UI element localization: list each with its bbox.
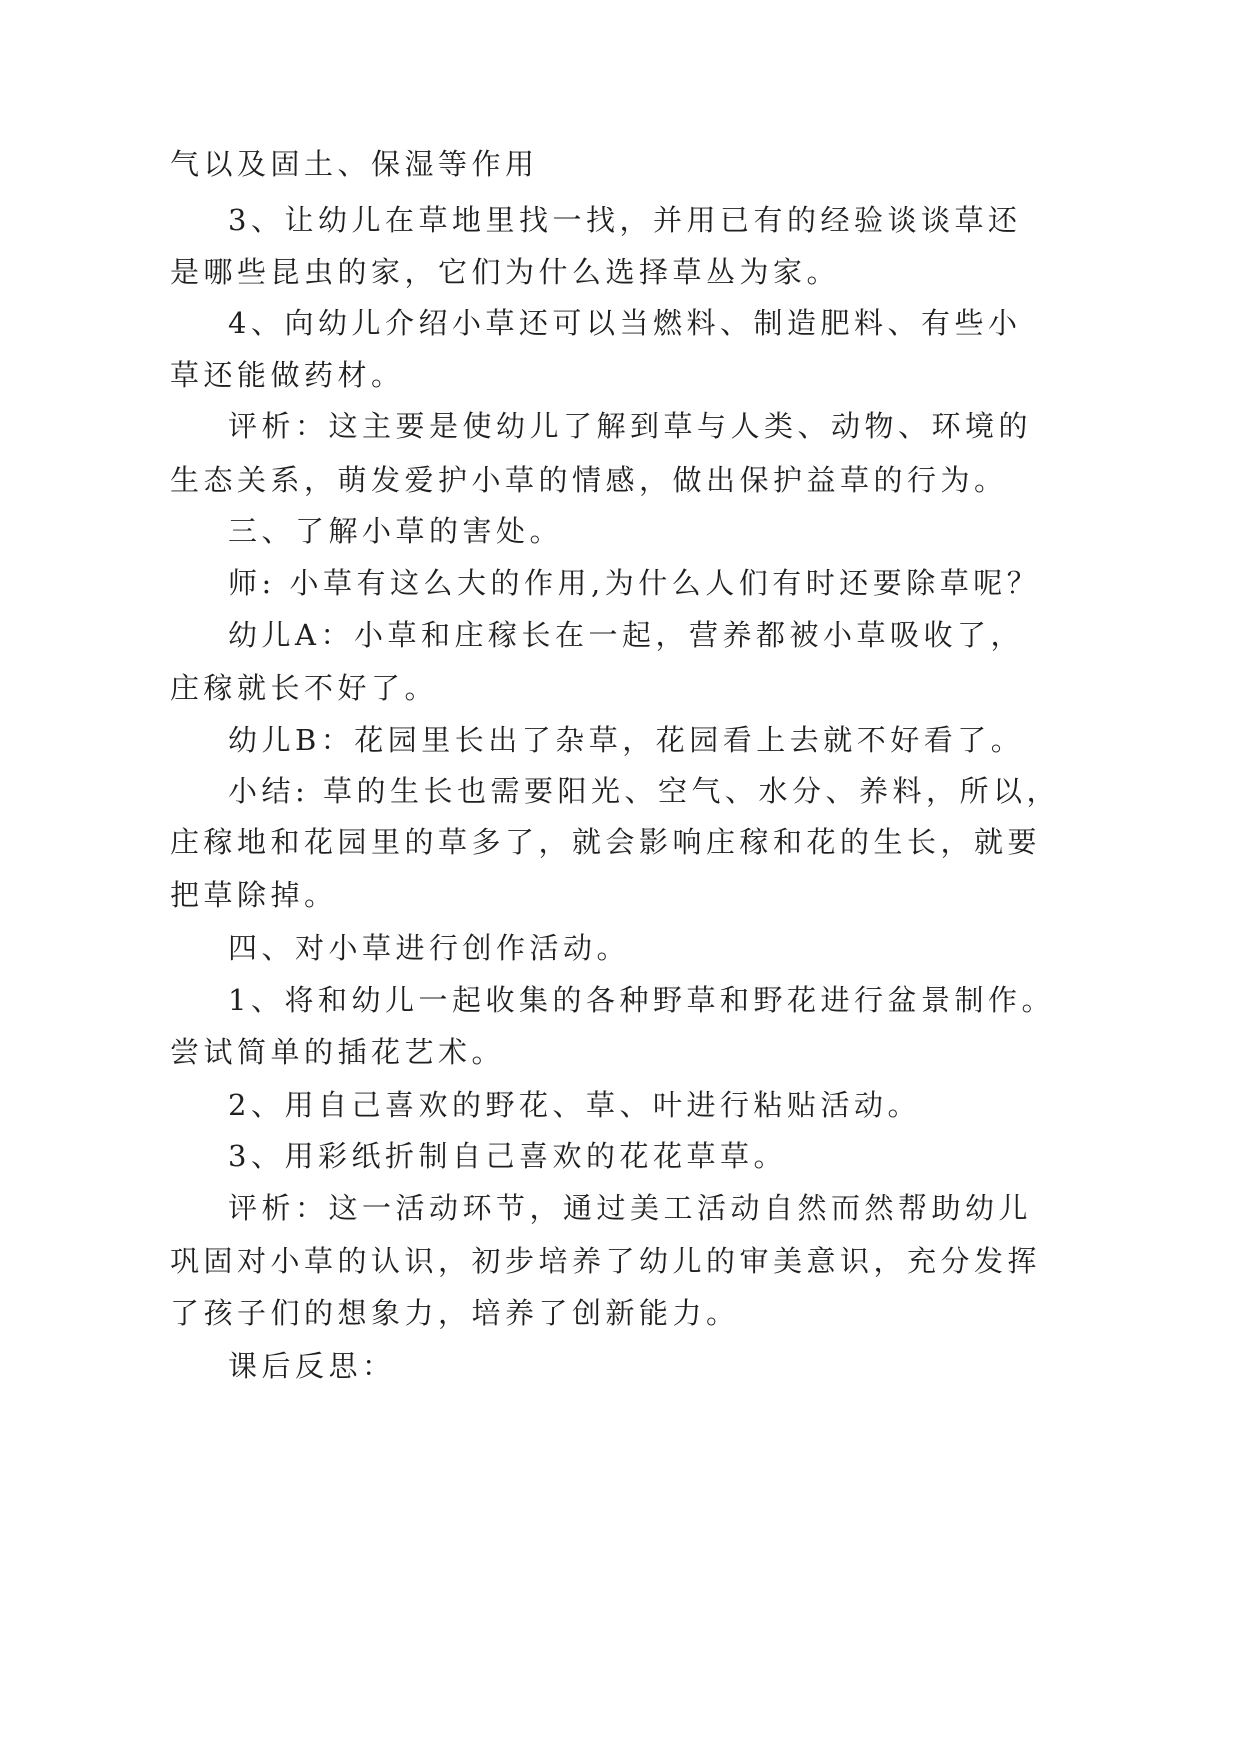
text-line: 评析：这一活动环节，通过美工活动自然而然帮助幼儿 xyxy=(228,1191,1033,1225)
section-heading: 课后反思： xyxy=(228,1349,396,1383)
text-line: 生态关系，萌发爱护小草的情感，做出保护益草的行为。 xyxy=(170,463,1008,497)
text-line: 了孩子们的想象力，培养了创新能力。 xyxy=(170,1296,740,1330)
text-line: 尝试简单的插花艺术。 xyxy=(170,1035,506,1069)
text-line: 庄稼地和花园里的草多了，就会影响庄稼和花的生长，就要 xyxy=(170,825,1042,859)
text-line: 庄稼就长不好了。 xyxy=(170,671,439,705)
section-heading: 四、对小草进行创作活动。 xyxy=(228,931,631,965)
text-line: 是哪些昆虫的家，它们为什么选择草丛为家。 xyxy=(170,255,841,289)
text-line: 气以及固土、保湿等作用 xyxy=(170,147,539,181)
text-line: 3、让幼儿在草地里找一找，并用已有的经验谈谈草还 xyxy=(228,203,1022,237)
section-heading: 三、了解小草的害处。 xyxy=(228,514,564,548)
text-line: 1、将和幼儿一起收集的各种野草和野花进行盆景制作。 xyxy=(228,983,1055,1017)
text-line: 巩固对小草的认识，初步培养了幼儿的审美意识，充分发挥 xyxy=(170,1244,1042,1278)
text-line: 把草除掉。 xyxy=(170,878,338,912)
text-line: 幼儿A：小草和庄稼长在一起，营养都被小草吸收了， xyxy=(228,618,1024,652)
text-line: 2、用自己喜欢的野花、草、叶进行粘贴活动。 xyxy=(228,1088,921,1122)
text-line: 师: 小草有这么大的作用,为什么人们有时还要除草呢？ xyxy=(228,566,1041,600)
text-line: 评析：这主要是使幼儿了解到草与人类、动物、环境的 xyxy=(228,409,1033,443)
text-line: 4、向幼儿介绍小草还可以当燃料、制造肥料、有些小 xyxy=(228,306,1022,340)
text-line: 幼儿B：花园里长出了杂草，花园看上去就不好看了。 xyxy=(228,723,1025,757)
text-line: 3、用彩纸折制自己喜欢的花花草草。 xyxy=(228,1139,787,1173)
text-line: 小结: 草的生长也需要阳光、空气、水分、养料，所以， xyxy=(228,774,1060,808)
text-line: 草还能做药材。 xyxy=(170,358,405,392)
